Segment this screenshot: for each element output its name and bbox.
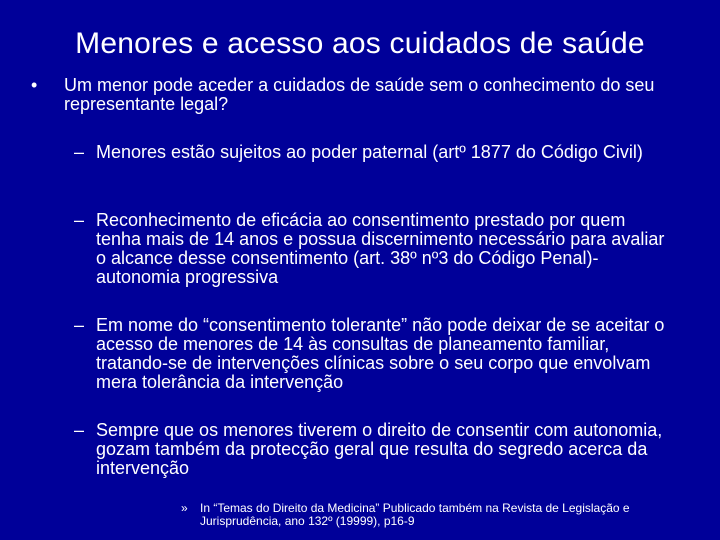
subpoint-text: Em nome do “consentimento tolerante” não pode deixar de se aceitar o acesso de menores de 14 às consultas de planeamento familiar, tratando-se de intervenções clínicas sobre o seu corpo que envolvam mera tolerância da intervenção [96,315,665,392]
reference-marker: » [181,501,188,515]
reference-text: In “Temas do Direito da Medicina” Publicado também na Revista de Legislação e Jurisprudência, ano 132º (19999), p16-9 [200,501,630,528]
dash-marker: – [74,420,85,440]
subpoint-text: Sempre que os menores tiverem o direito de consentir com autonomia, gozam também da protecção geral que resulta do segredo acerca da intervenção [96,420,663,478]
subpoint-text: Reconhecimento de eficácia ao consentimento prestado por quem tenha mais de 14 anos e possua discernimento necessário para avaliar o alcance desse consentimento (art. 38º nº3 do Código Penal)-autonomia progressiva [96,210,665,287]
dash-marker: – [74,142,85,162]
subpoint-text: Menores estão sujeitos ao poder paternal (artº 1877 do Código Civil) [96,142,643,162]
slide-title: Menores e acesso aos cuidados de saúde [75,27,645,60]
main-bullet-text: Um menor pode aceder a cuidados de saúde sem o conhecimento do seu representante legal? [64,75,655,114]
bullet-marker: • [31,75,38,95]
dash-marker: – [74,210,85,230]
dash-marker: – [74,315,85,335]
